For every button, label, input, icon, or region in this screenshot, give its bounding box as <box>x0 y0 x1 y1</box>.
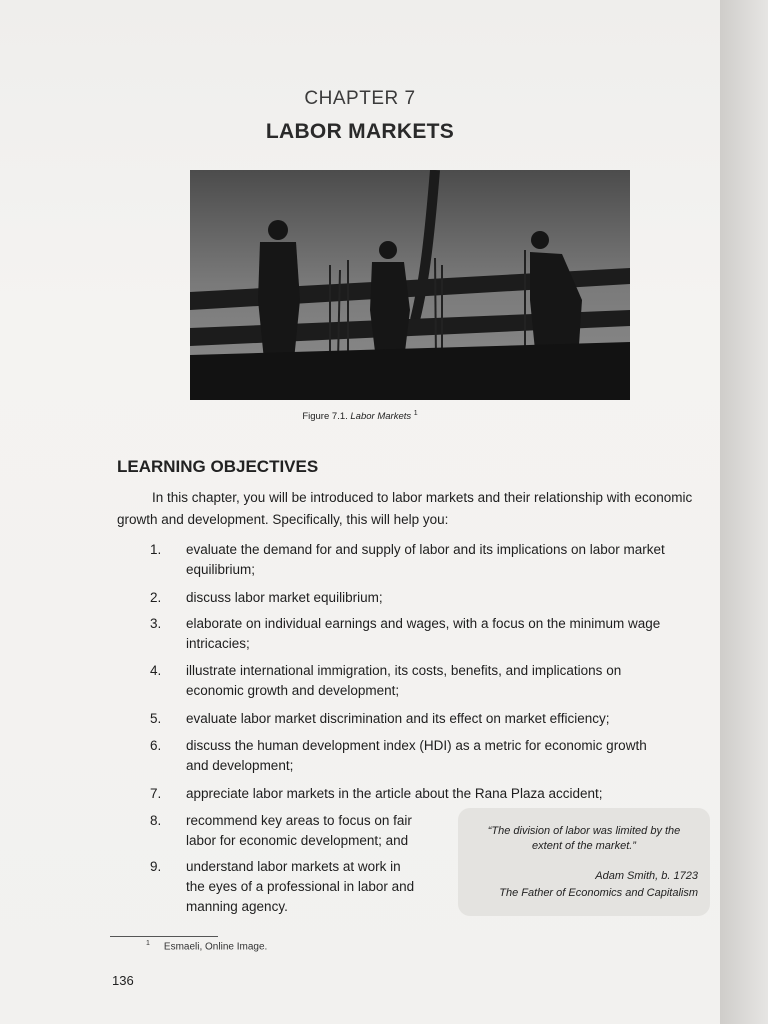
footnote-text: Esmaeli, Online Image. <box>163 941 268 953</box>
caption-footnote-ref: 1 <box>413 410 418 417</box>
chapter-title: LABOR MARKETS <box>265 120 455 143</box>
objectives-intro: In this chapter, you will be introduced to labor markets and their relationship with economic growth and development. Specifically, this will help you: <box>117 490 693 527</box>
figure-caption <box>0 410 720 422</box>
page-number: 136 <box>112 973 134 988</box>
footnote <box>146 940 267 952</box>
page-edge <box>720 0 768 1024</box>
chapter-label: CHAPTER 7 <box>304 88 416 109</box>
caption-label: Figure 7.1. <box>302 411 348 423</box>
footnote-marker: 1 <box>146 940 150 947</box>
workers-silhouette-image <box>190 170 630 400</box>
quote-box <box>458 808 710 916</box>
learning-objectives-heading: LEARNING OBJECTIVES <box>117 457 319 476</box>
figure-photo <box>190 170 630 400</box>
quote-text: “The division of labor was limited by the extent of the market.” <box>487 825 681 852</box>
quote-author: Adam Smith, b. 1723 The Father of Economics and Capitalism <box>499 870 698 899</box>
caption-title: Labor Markets <box>350 411 412 423</box>
footnote-divider <box>110 936 218 937</box>
